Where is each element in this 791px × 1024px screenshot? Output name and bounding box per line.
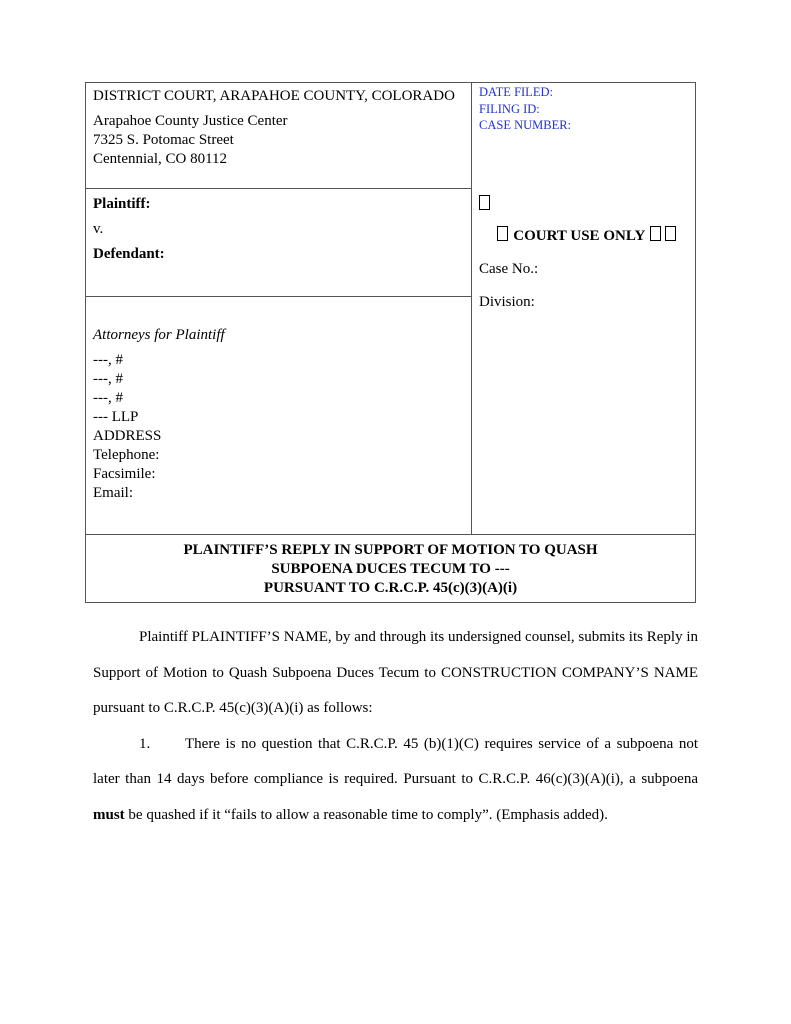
emphasis-text: must: [93, 806, 125, 823]
title-line: PURSUANT TO C.R.C.P. 45(c)(3)(A)(i): [263, 580, 518, 596]
caption-divider-vertical: [471, 83, 472, 534]
court-use-block: [479, 195, 694, 312]
caption-divider-court: [86, 188, 471, 189]
defendant-label: Defendant:: [93, 246, 165, 262]
attorney-block: [93, 326, 463, 503]
box-glyph-icon: [665, 226, 676, 241]
court-address-line: Arapahoe County Justice Center: [93, 113, 288, 129]
attorney-line: Email:: [93, 485, 133, 501]
caption-divider-parties: [86, 296, 471, 297]
attorney-line: ADDRESS: [93, 428, 162, 444]
numbered-paragraph: [93, 727, 698, 834]
document-body: [93, 620, 698, 834]
caption-table: [85, 82, 696, 603]
title-line: PLAINTIFF’S REPLY IN SUPPORT OF MOTION TO QUASH: [183, 542, 598, 558]
division-label: Division:: [479, 294, 535, 310]
attorney-line: ---, #: [93, 390, 123, 406]
court-use-only-row: [479, 226, 694, 246]
box-glyph-icon: [497, 226, 508, 241]
box-glyph-icon: [650, 226, 661, 241]
filing-info: [479, 84, 571, 134]
title-line: SUBPOENA DUCES TECUM TO ---: [271, 561, 510, 577]
court-name: DISTRICT COURT, ARAPAHOE COUNTY, COLORADO: [93, 88, 455, 104]
attorneys-heading: Attorneys for Plaintiff: [93, 327, 225, 343]
date-filed-label: DATE FILED:: [479, 85, 553, 99]
caption-divider-title: [86, 534, 695, 535]
court-block: [93, 87, 463, 169]
versus-label: v.: [93, 221, 104, 237]
paragraph-text: be quashed if it “fails to allow a reasonable time to comply”. (Emphasis added).: [124, 806, 608, 823]
box-glyph-icon: [479, 195, 694, 215]
paragraph-number: 1.: [139, 735, 151, 752]
court-use-only-label: COURT USE ONLY: [513, 228, 645, 244]
parties-block: [93, 195, 463, 270]
paragraph-text: There is no question that C.R.C.P. 45 (b)(1)(C) requires service of a subpoena not later than 14 days before compliance is required. Pursuant to C.R.C.P. 46(c)(3)(A)(i), a subpoena: [93, 735, 698, 788]
case-no-label: Case No.:: [479, 261, 539, 277]
filing-id-label: FILING ID:: [479, 101, 540, 116]
court-address-line: 7325 S. Potomac Street: [93, 132, 234, 148]
court-address-line: Centennial, CO 80112: [93, 151, 228, 167]
attorney-line: Facsimile:: [93, 466, 156, 482]
attorney-line: Telephone:: [93, 447, 160, 463]
document-title: [86, 541, 695, 598]
attorney-line: ---, #: [93, 352, 123, 368]
intro-paragraph: Plaintiff PLAINTIFF’S NAME, by and through its undersigned counsel, submits its Reply in Support of Motion to Quash Subpoena Duces Tecum to CONSTRUCTION COMPANY’S NAME pursuant to C.R.C.P. 45(c)(3)(A)(i) as follows:: [93, 629, 698, 717]
attorney-line: ---, #: [93, 371, 123, 387]
plaintiff-label: Plaintiff:: [93, 196, 151, 212]
attorney-line: --- LLP: [93, 409, 139, 425]
case-number-label: CASE NUMBER:: [479, 118, 572, 132]
